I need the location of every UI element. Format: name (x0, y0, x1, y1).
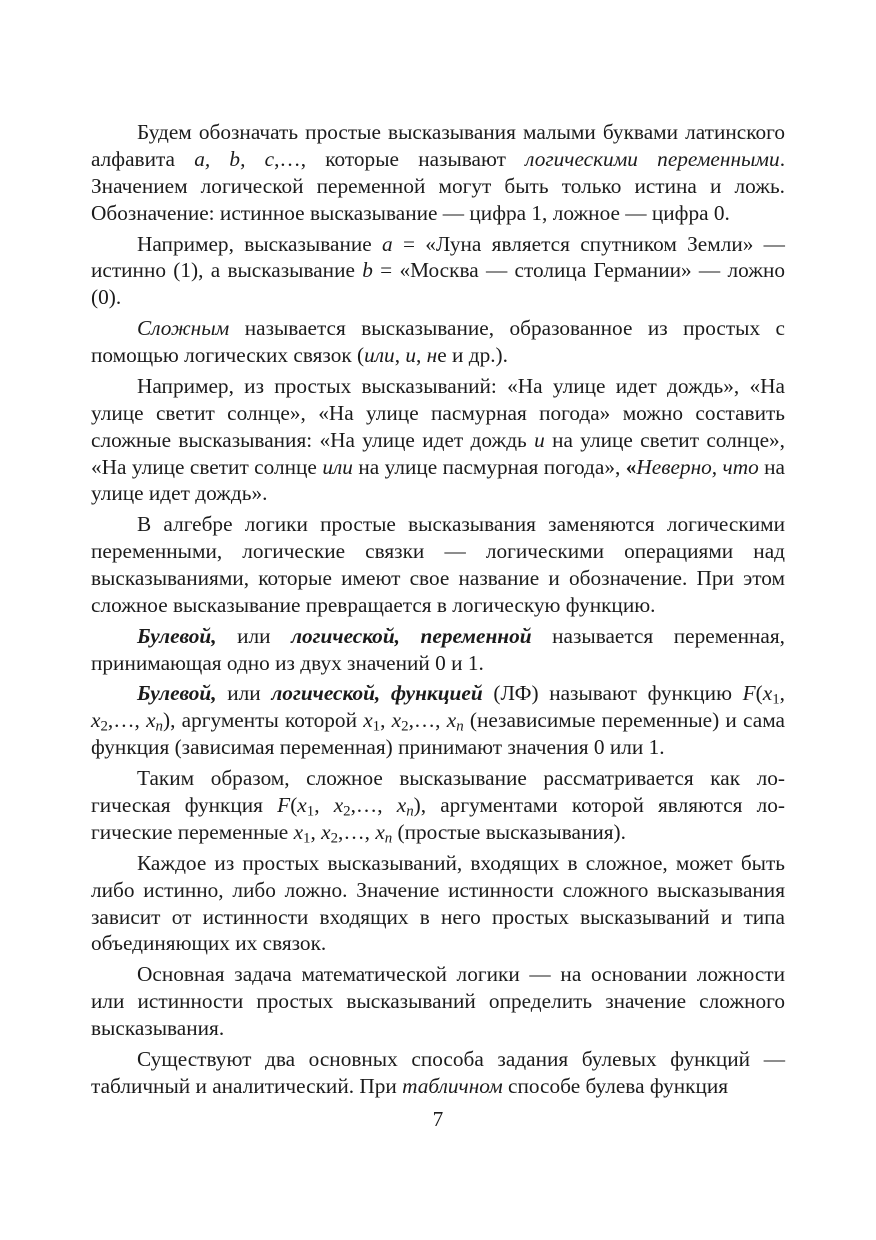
text-run: 2 (343, 803, 351, 820)
body-text (91, 119, 785, 1100)
paragraph-1 (91, 119, 785, 227)
text-run: x (363, 708, 373, 733)
text-run: , (779, 681, 785, 706)
text-run: ,…, которые называют (274, 146, 526, 171)
text-run: Существуют два основных способа задания булевых функций — табличный и аналитический. При (91, 1046, 785, 1098)
text-run: , (310, 819, 322, 844)
text-run: x (375, 819, 385, 844)
text-run: Таким образом, сложное высказывание рассматривается как логическая функция (91, 766, 785, 817)
text-run: x (293, 819, 304, 844)
text-run: x (321, 819, 331, 844)
paragraph-6 (91, 623, 785, 677)
text-run: или (216, 623, 292, 648)
text-run: F (277, 792, 291, 817)
text-run: ,…, (408, 708, 447, 733)
text-run: 1 (306, 803, 315, 820)
text-run: , (394, 343, 406, 368)
text-run: a, b, c (194, 146, 275, 171)
text-run: 2 (401, 718, 409, 735)
text-run: 1 (372, 718, 381, 735)
text-run: a (382, 231, 393, 256)
text-run: « (625, 454, 637, 479)
text-run: называется переменная, принимающая одно из двух значений 0 и 1. (91, 623, 785, 675)
text-run: на улице светит солнце», «На улице светит солнце (91, 427, 786, 479)
text-run: называется высказывание, образованное из простых с помощью логических связок ( (91, 316, 785, 368)
text-run: n (384, 830, 393, 847)
paragraph-7 (91, 680, 785, 761)
text-run: , (314, 792, 334, 817)
text-run: b (362, 258, 373, 283)
paragraph-5 (91, 511, 785, 619)
text-run: или (216, 681, 272, 706)
text-run: ,…, (338, 819, 376, 844)
text-run: ), аргументы которой (162, 708, 364, 733)
text-run: n (456, 718, 464, 735)
text-run: Неверно, что (636, 454, 759, 479)
text-run: или (322, 454, 353, 479)
text-run: и (405, 343, 417, 368)
text-run: , (416, 343, 427, 368)
text-run: на улице пасмурная погода», (352, 454, 626, 479)
text-run: Основная задача математической логики — на основании ложности или истинности простых высказываний определить значение сложного высказывания. (91, 962, 785, 1041)
text-run: Булевой, (137, 623, 217, 648)
text-run: . Значением логической переменной могут быть только истина и ложь. Обозначение: истинное высказывание — цифра 1, ложное — цифра 0. (91, 146, 786, 225)
text-run: и (534, 427, 545, 452)
text-run: (ЛФ) называют функцию (482, 681, 743, 706)
text-run: 1 (303, 830, 311, 847)
text-run: Сложным (137, 316, 230, 341)
text-run: x (446, 708, 457, 733)
text-run: 2 (100, 718, 108, 735)
text-run: логической, функцией (271, 681, 483, 706)
text-run: Булевой, (137, 681, 217, 706)
text-run: (независимые переменные) и сама функция (зависимая переменная) принимают значения 0 или 1. (91, 708, 785, 760)
text-run: ,…, (350, 792, 397, 817)
text-run: ( (755, 681, 763, 706)
text-run: = «Луна является спутником Земли» — истинно (1), а высказывание (91, 231, 785, 283)
text-run: 2 (330, 830, 339, 847)
paragraph-3 (91, 315, 785, 369)
text-run: 1 (772, 691, 780, 708)
paragraph-10 (91, 961, 785, 1042)
text-run: н (426, 343, 438, 368)
text-run: способе булева функция (502, 1073, 729, 1098)
text-run: x (333, 792, 344, 817)
page-number: 7 (432, 1107, 444, 1131)
text-run: логической, переменной (291, 623, 532, 648)
text-run: n (155, 718, 163, 735)
text-run: табличном (402, 1073, 503, 1098)
text-run: , (380, 708, 392, 733)
text-run: В алгебре логики простые высказывания заменяются логическими переменными, логические связки — логическими операциями над высказываниями, которые имеют свое название и обозначение. При этом сложное высказывание превращается в логическую функцию. (91, 512, 785, 617)
paragraph-8 (91, 765, 785, 846)
text-run: логическими переменными (525, 146, 780, 171)
text-run: Будем обозначать простые высказывания малыми буквами латинского алфавита (91, 120, 785, 171)
text-run: x (391, 708, 402, 733)
text-run: на улице идет дождь». (91, 454, 785, 506)
text-run: n (406, 803, 414, 820)
paragraph-4 (91, 373, 785, 508)
text-run: ,…, (107, 708, 147, 733)
text-run: ), аргументами которой являются логические переменные (91, 792, 786, 844)
text-run: F (742, 681, 756, 706)
text-run: x (297, 792, 307, 817)
text-run: (простые высказывания). (392, 819, 626, 844)
text-run: или (364, 343, 395, 368)
text-run: Каждое из простых высказываний, входящих в сложное, может быть либо истинно, либо ложно. Значение истинности сложного высказывания зависит от истинности входящих в него простых высказываний и типа объединяющих их связок. (91, 850, 785, 956)
paragraph-9 (91, 850, 785, 958)
text-run: Например, из простых высказываний: «На улице идет дождь», «На улице светит солнце», «На улице пасмурная погода» можно составить сложные высказывания: «На улице идет дождь (91, 373, 785, 452)
paragraph-11 (91, 1046, 785, 1100)
text-run: x (91, 708, 101, 733)
text-run: x (762, 681, 773, 706)
text-run: x (146, 708, 156, 733)
text-run: = «Москва — столица Германии» — ложно (0). (91, 258, 785, 310)
text-run: x (396, 792, 407, 817)
text-run: ( (290, 792, 298, 817)
text-run: е и др.). (437, 343, 508, 368)
text-run: Например, высказывание (137, 231, 382, 256)
paragraph-2 (91, 231, 785, 312)
